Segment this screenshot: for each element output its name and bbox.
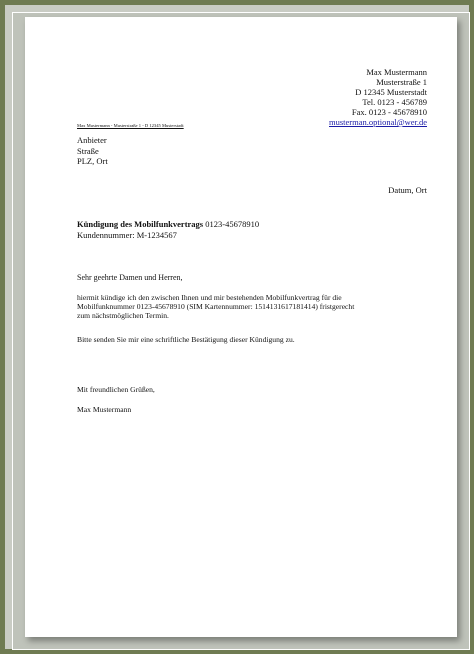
recipient-line-1: Anbieter (77, 135, 107, 145)
date-place: Datum, Ort (388, 185, 427, 195)
signature-name: Max Mustermann (77, 405, 132, 414)
return-address-line: Max Mustermann - Musterstraße 1 - D 12345 Musterstadt (77, 123, 184, 128)
sender-name: Max Mustermann (366, 67, 427, 77)
sender-phone: Tel. 0123 - 456789 (362, 97, 427, 107)
subject-title: Kündigung des Mobilfunkvertrags (77, 219, 204, 229)
closing-phrase: Mit freundlichen Grüßen, (77, 385, 155, 394)
subject-block (77, 219, 259, 240)
body-line-3: zum nächstmöglichen Termin. (77, 311, 169, 320)
sender-email-link[interactable]: musterman.optional@wer.de (329, 117, 427, 127)
recipient-line-2: Straße (77, 145, 99, 156)
greeting: Sehr geehrte Damen und Herren, (77, 273, 183, 282)
recipient-address-block (77, 135, 108, 167)
subject-number: 0123-45678910 (203, 219, 260, 229)
customer-number: Kundennummer: M-1234567 (77, 229, 177, 240)
sender-fax: Fax. 0123 - 45678910 (351, 107, 427, 117)
sender-address-block (329, 67, 427, 127)
letter-page (25, 17, 457, 637)
confirmation-request: Bitte senden Sie mir eine schriftliche Bestätigung dieser Kündigung zu. (77, 335, 295, 344)
body-line-2: Mobilfunknummer 0123-45678910 (SIM Kartennummer: 1514131617181414) fristgerecht (77, 302, 355, 311)
body-paragraph (77, 293, 407, 320)
sender-city: D 12345 Musterstadt (355, 87, 427, 97)
subject-line (77, 219, 259, 230)
recipient-line-3: PLZ, Ort (77, 156, 108, 166)
sender-street: Musterstraße 1 (376, 77, 427, 87)
body-line-1: hiermit kündige ich den zwischen Ihnen und mir bestehenden Mobilfunkvertrag für die (77, 293, 342, 302)
